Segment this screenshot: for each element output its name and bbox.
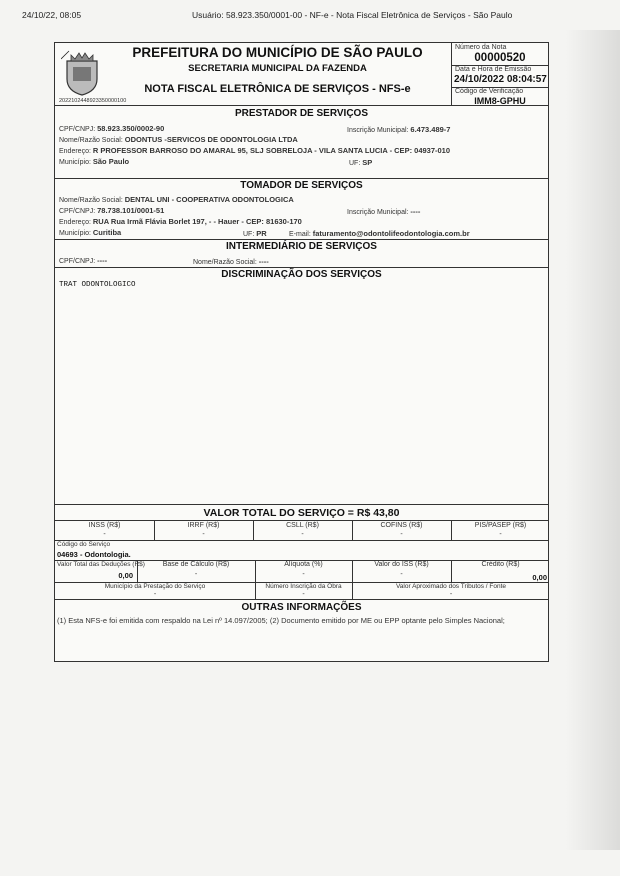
prestador-address-label: Endereço: [59, 148, 91, 155]
deductions-label: Valor Total das Deduções (R$) [57, 561, 145, 568]
cofins-label: COFINS (R$) [380, 522, 423, 529]
credito-value: 0,00 [532, 573, 547, 582]
inss-label: INSS (R$) [88, 522, 121, 529]
pis-label: PIS/PASEP (R$) [474, 522, 527, 529]
tributos-value: - [449, 591, 453, 598]
verification-code: IMM8-GPHU [474, 96, 526, 106]
base-label: Base de Cálculo (R$) [162, 561, 230, 568]
irrf-value: - [202, 531, 205, 538]
header-small-code: 2022102448923350000100 [59, 98, 127, 104]
header-title: PREFEITURA DO MUNICÍPIO DE SÃO PAULO [132, 45, 423, 60]
prestador-im: 6.473.489-7 [410, 125, 451, 134]
municipio-prestacao-value: - [153, 591, 157, 598]
tributos-label: Valor Aproximado dos Tributos / Fonte [395, 583, 507, 590]
csll-value: - [301, 531, 304, 538]
aliquota-value: - [302, 571, 305, 578]
municipio-prestacao-label: Município da Prestação do Serviço [104, 583, 206, 590]
base-value: - [194, 571, 198, 578]
tomador-email: faturamento@odontolifeodontologia.com.br [312, 229, 470, 238]
tomador-name-label: Nome/Razão Social: [59, 197, 123, 204]
tomador-city-label: Município: [59, 230, 91, 237]
tomador-im: ---- [410, 207, 421, 216]
prestador-city-label: Município: [59, 159, 91, 166]
service-code-label: Código do Serviço [57, 541, 111, 548]
prestador-address: R PROFESSOR BARROSO DO AMARAL 95, SLJ SOBRELOJA - VILA SANTA LUCIA - CEP: 04937-010 [92, 146, 451, 155]
nfse-document [54, 42, 549, 662]
prestador-title: PRESTADOR DE SERVIÇOS [235, 108, 368, 119]
outras-text: (1) Esta NFS-e foi emitida com respaldo na Lei nº 14.097/2005; (2) Documento emitido por ME ou EPP optante pelo Simples Nacional; [57, 616, 505, 625]
csll-label: CSLL (R$) [286, 522, 319, 529]
number-label: Número da Nota [455, 44, 507, 51]
discriminacao-text: TRAT ODONTOLOGICO [59, 281, 136, 289]
print-datetime: 24/10/22, 08:05 [22, 10, 82, 20]
tomador-uf: PR [256, 229, 267, 238]
verification-label: Código de Verificação [455, 88, 524, 95]
tomador-title: TOMADOR DE SERVIÇOS [240, 180, 363, 191]
tomador-name: DENTAL UNI - COOPERATIVA ODONTOLOGICA [124, 195, 294, 204]
service-code-value: 04693 - Odontologia. [57, 550, 131, 559]
city-crest-icon [61, 49, 103, 97]
pis-value: - [499, 531, 502, 538]
inss-value: - [103, 531, 106, 538]
prestador-uf: SP [362, 158, 373, 167]
prestador-uf-label: UF: [349, 160, 361, 167]
intermediario-title: INTERMEDIÁRIO DE SERVIÇOS [226, 241, 377, 252]
emission-datetime: 24/10/2022 08:04:57 [454, 74, 547, 85]
cofins-value: - [400, 531, 403, 538]
prestador-name: ODONTUS -SERVICOS DE ODONTOLOGIA LTDA [124, 135, 298, 144]
prestador-cnpj-label: CPF/CNPJ: [59, 126, 96, 133]
tomador-email-label: E-mail: [289, 231, 311, 238]
intermediario-cnpj-label: CPF/CNPJ: [59, 258, 96, 265]
irrf-label: IRRF (R$) [187, 522, 220, 529]
emission-label: Data e Hora de Emissão [455, 66, 532, 73]
discriminacao-title: DISCRIMINAÇÃO DOS SERVIÇOS [221, 269, 382, 280]
total-value: VALOR TOTAL DO SERVIÇO = R$ 43,80 [203, 507, 400, 519]
scan-edge-shadow [565, 30, 620, 850]
header-doc-title: NOTA FISCAL ELETRÔNICA DE SERVIÇOS - NFS-e [144, 83, 411, 95]
tomador-city: Curitiba [92, 228, 122, 237]
tomador-cnpj: 78.738.101/0001-51 [97, 206, 165, 215]
deductions-value: 0,00 [118, 571, 133, 580]
inscricao-obra-label: Número Inscrição da Obra [265, 583, 342, 590]
credito-label: Crédito (R$) [481, 561, 520, 568]
intermediario-name: ---- [258, 257, 269, 266]
tomador-cnpj-label: CPF/CNPJ: [59, 208, 96, 215]
intermediario-cnpj: ---- [97, 256, 108, 265]
prestador-name-label: Nome/Razão Social: [59, 137, 123, 144]
iss-value: - [400, 571, 403, 578]
tomador-uf-label: UF: [243, 231, 255, 238]
header-subtitle: SECRETARIA MUNICIPAL DA FAZENDA [188, 63, 367, 74]
intermediario-name-label: Nome/Razão Social: [193, 259, 257, 266]
tomador-address-label: Endereço: [59, 219, 91, 226]
outras-title: OUTRAS INFORMAÇÕES [241, 602, 362, 613]
invoice-number: 00000520 [474, 52, 526, 64]
tomador-address: RUA Rua Irmã Flávia Borlet 197, - - Hauer - CEP: 81630-170 [92, 217, 302, 226]
aliquota-label: Alíquota (%) [284, 561, 323, 568]
iss-label: Valor do ISS (R$) [374, 561, 429, 568]
prestador-cnpj: 58.923.350/0002-90 [97, 124, 165, 133]
prestador-im-label: Inscrição Municipal: [347, 127, 409, 134]
tomador-im-label: Inscrição Municipal: [347, 209, 409, 216]
inscricao-obra-value: - [302, 591, 305, 598]
print-user-line: Usuário: 58.923.350/0001-00 - NF-e - Nota Fiscal Eletrônica de Serviços - São Paulo [192, 10, 513, 20]
prestador-city: São Paulo [92, 157, 130, 166]
